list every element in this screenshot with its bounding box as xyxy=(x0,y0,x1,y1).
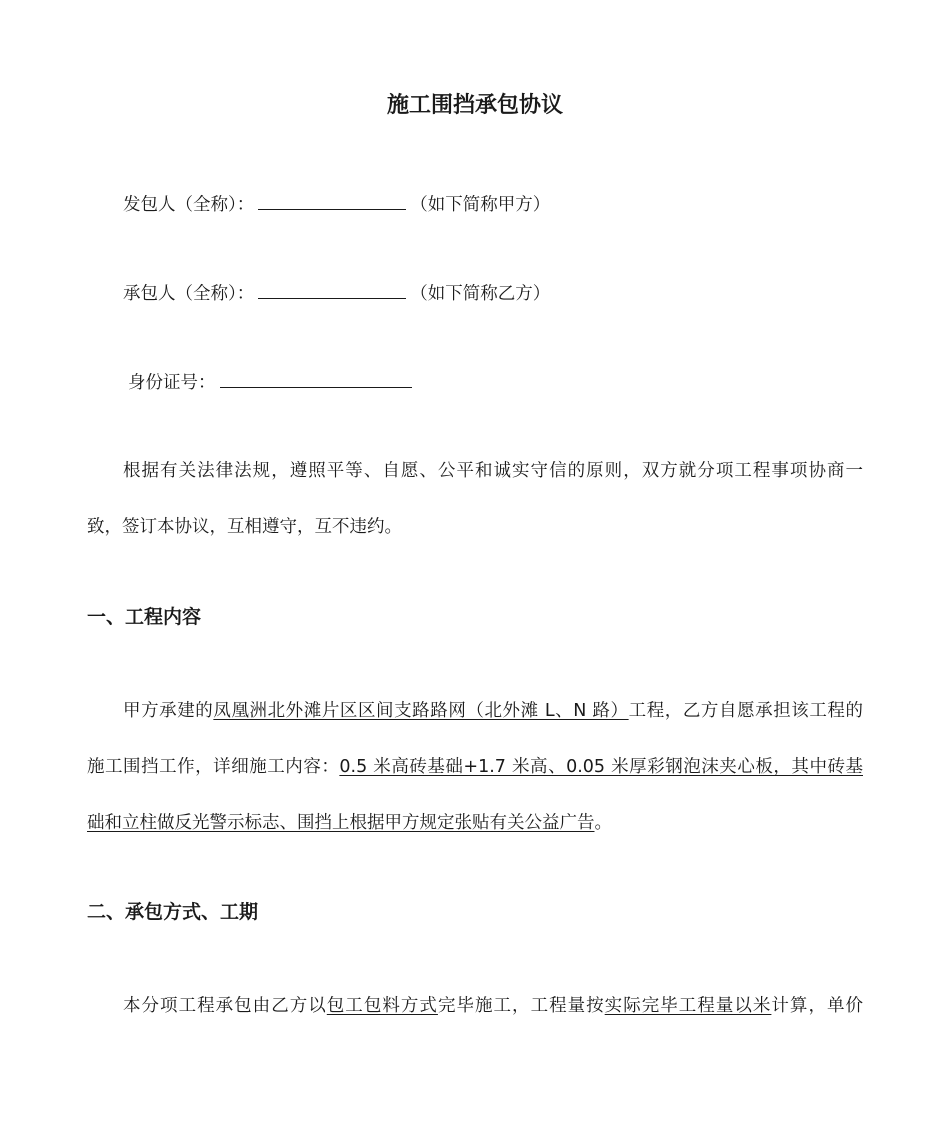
section1-line-2 xyxy=(87,755,863,779)
section1-line-3 xyxy=(87,811,863,835)
preamble-line-1: 根据有关法律法规，遵照平等、自愿、公平和诚实守信的原则，双方就分项工程事项协商一 xyxy=(123,461,863,481)
construction-detail-2: 础和立柱做反光警示标志、围挡上根据甲方规定张贴有关公益广告 xyxy=(87,813,595,833)
section1-text-c: 施工围挡工作，详细施工内容： xyxy=(87,757,340,777)
party-a-note: （如下简称甲方） xyxy=(410,195,551,215)
section1-heading: 一、工程内容 xyxy=(87,606,202,628)
party-b-line xyxy=(87,281,863,306)
section1-period: 。 xyxy=(594,813,612,833)
contract-method: 包工包料方式 xyxy=(326,996,438,1016)
section2-text-c: 计算，单价 xyxy=(771,996,864,1016)
measurement-basis: 实际完毕工程量以米 xyxy=(604,996,772,1016)
section1-line-1 xyxy=(87,699,863,723)
party-a-label: 发包人（全称）： xyxy=(123,195,255,215)
id-number-label: 身份证号： xyxy=(128,373,216,393)
section2-text-b: 完毕施工，工程量按 xyxy=(437,996,605,1016)
party-a-blank[interactable] xyxy=(258,192,406,210)
construction-detail-1: 0.5 米高砖基础+1.7 米高、0.05 米厚彩钢泡沫夹心板，其中砖基 xyxy=(339,757,863,777)
project-name: 凤凰洲北外滩片区区间支路路网（北外滩 L、N 路） xyxy=(213,701,629,721)
section2-text-a: 本分项工程承包由乙方以 xyxy=(123,996,327,1016)
document-title: 施工围挡承包协议 xyxy=(386,93,563,118)
party-b-note: （如下简称乙方） xyxy=(410,284,551,304)
section2-line-1 xyxy=(87,994,863,1018)
preamble-line-2: 致，签订本协议，互相遵守，互不违约。 xyxy=(87,517,402,537)
party-a-line xyxy=(87,192,863,217)
section1-text-b: 工程，乙方自愿承担该工程的 xyxy=(628,701,864,721)
section1-text-a: 甲方承建的 xyxy=(123,701,214,721)
id-number-blank[interactable] xyxy=(220,370,412,388)
party-b-label: 承包人（全称）： xyxy=(123,284,255,304)
party-b-blank[interactable] xyxy=(258,281,406,299)
id-number-line xyxy=(87,370,863,395)
section2-heading: 二、承包方式、工期 xyxy=(87,901,259,923)
